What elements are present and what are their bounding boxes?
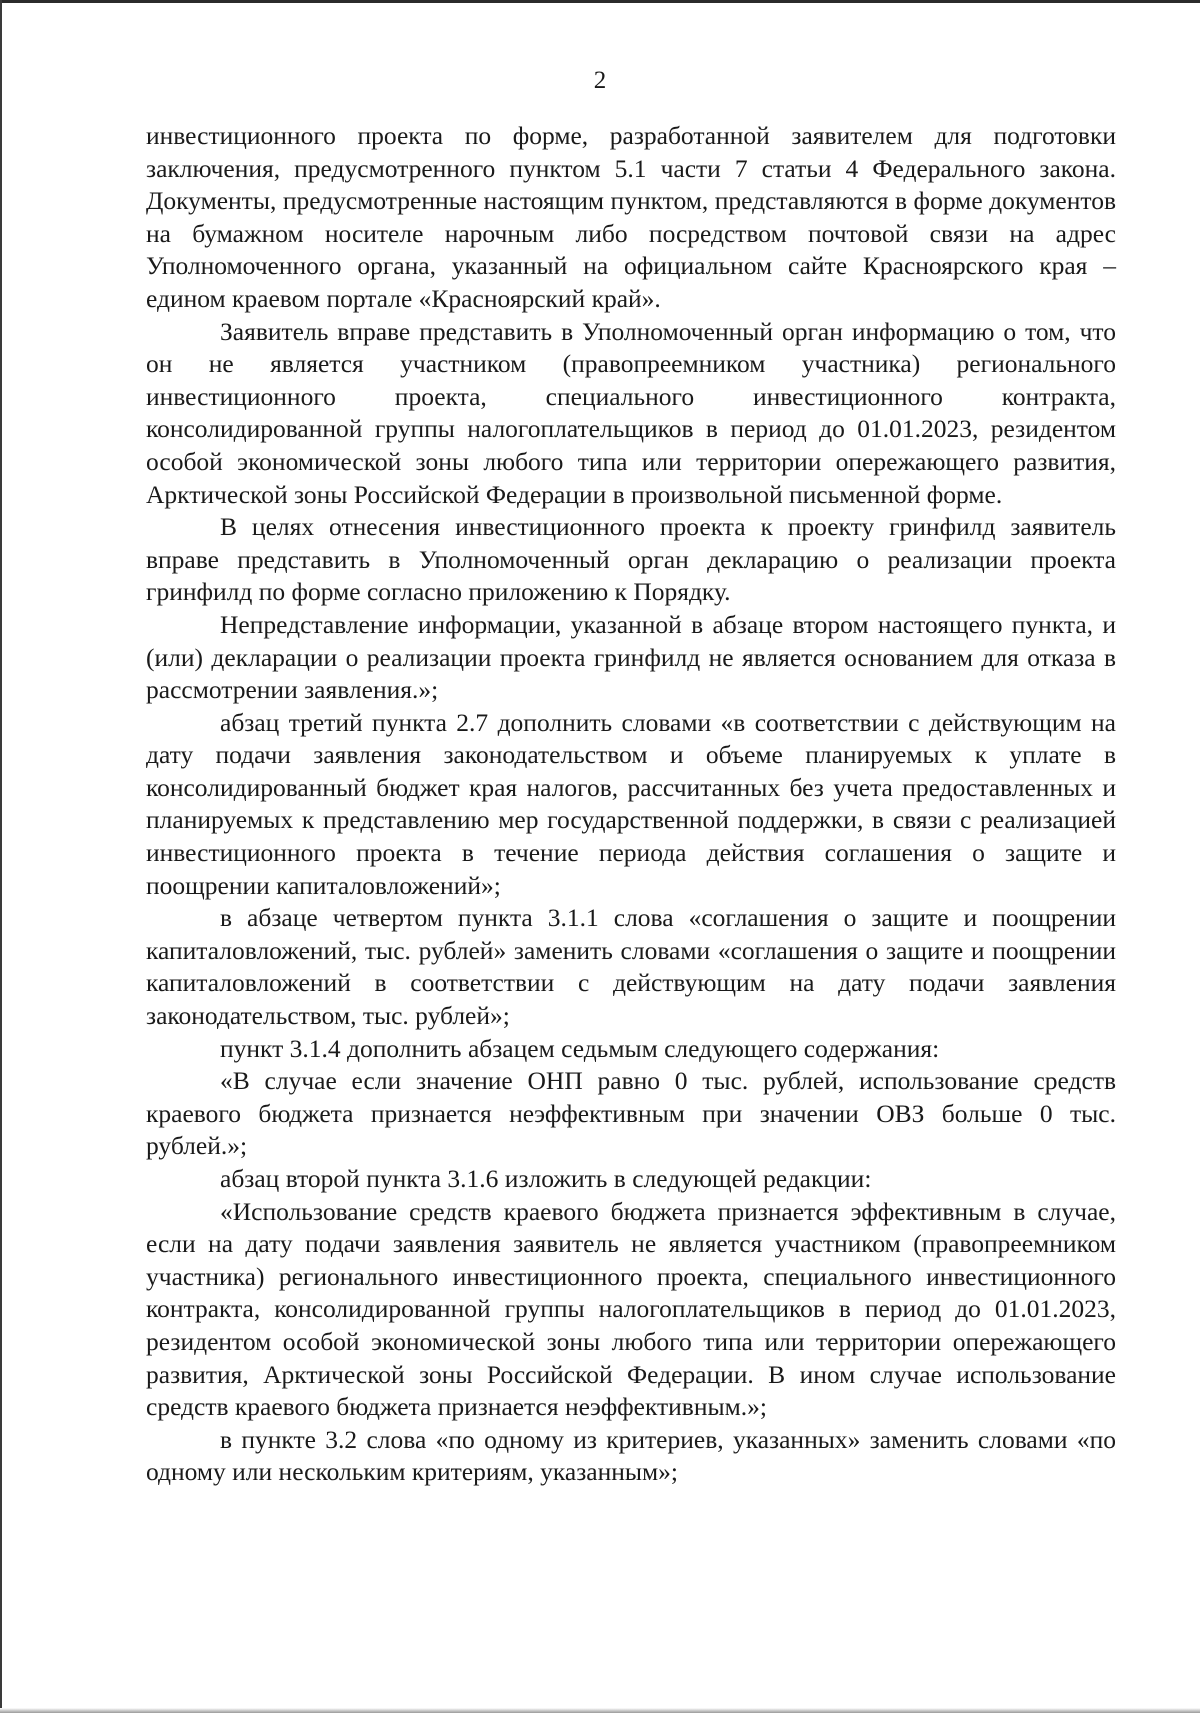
- paragraph-greenfield-declaration: В целях отнесения инвестиционного проекта к проекту гринфилд заявитель вправе представить в Уполномоченный орган декларацию о реализации проекта гринфилд по форме согласно приложению к Порядку.: [146, 512, 1116, 607]
- paragraph-amendment-3-2: в пункте 3.2 слова «по одному из критериев, указанных» заменить словами «по одному или нескольким критериям, указанным»;: [146, 1424, 1116, 1487]
- paragraph-onp-quote: «В случае если значение ОНП равно 0 тыс. рублей, использование средств краевого бюджета признается неэффективным при значении ОВЗ больше 0 тыс. рублей.»;: [146, 1066, 1116, 1161]
- paragraph-non-submission: Непредставление информации, указанной в абзаце втором настоящего пункта, и (или) декларации о реализации проекта гринфилд не является основанием для отказа в рассмотрении заявления.»;: [146, 609, 1116, 705]
- page-number: 2: [593, 67, 607, 94]
- scan-top-edge: [0, 0, 1200, 3]
- paragraph-amendment-3-1-4: пункт 3.1.4 дополнить абзацем седьмым следующего содержания:: [220, 1033, 940, 1063]
- paragraph-amendment-2-7: абзац третий пункта 2.7 дополнить словами «в соответствии с действующим на дату подачи заявления законодательством и объеме планируемых к уплате в консолидированный бюджет края налогов, рассчитанных без учета предоставленных и планируемых к представлению мер государственной поддержки, в связи с реализацией инвестиционного проекта в течение периода действия соглашения о защите и поощрении капиталовложений»;: [146, 707, 1116, 900]
- paragraph-amendment-3-1-6: абзац второй пункта 3.1.6 изложить в следующей редакции:: [220, 1164, 872, 1193]
- paragraph-applicant-info: Заявитель вправе представить в Уполномоченный орган информацию о том, что он не является участником (правопреемником участника) регионального инвестиционного проекта, специального инвестиционного контракта, консолидированной группы налогоплательщиков в период до 01.01.2023, резидентом особой экономической зоны любого типа или территории опережающего развития, Арктической зоны Российской Федерации в произвольной письменной форме.: [146, 316, 1116, 509]
- paragraph-efficiency-quote: «Использование средств краевого бюджета признается эффективным в случае, если на дату подачи заявления заявитель не является участником (правопреемником участника) регионального инвестиционного проекта, специального инвестиционного контракта, консолидированной группы налогоплательщиков в период до 01.01.2023, резидентом особой экономической зоны любого типа или территории опережающего развития, Арктической зоны Российской Федерации. В ином случае использование средств краевого бюджета признается неэффективным.»;: [146, 1196, 1116, 1422]
- paragraph-amendment-3-1-1: в абзаце четвертом пункта 3.1.1 слова «соглашения о защите и поощрении капиталовложений, тыс. рублей» заменить словами «соглашения о защите и поощрении капиталовложений в соответствии с действующим на дату подачи заявления законодательством, тыс. рублей»;: [146, 903, 1116, 1031]
- scan-left-edge: [0, 0, 2, 1713]
- document-body: [146, 120, 1116, 1489]
- scan-bottom-edge: [0, 1708, 1200, 1713]
- paragraph-continuation: инвестиционного проекта по форме, разработанной заявителем для подготовки заключения, предусмотренного пунктом 5.1 части 7 статьи 4 Федерального закона. Документы, предусмотренные настоящим пунктом, представляются в форме документов на бумажном носителе нарочным либо посредством почтовой связи на адрес Уполномоченного органа, указанный на официальном сайте Красноярского края – едином краевом портале «Красноярский край».: [146, 121, 1116, 313]
